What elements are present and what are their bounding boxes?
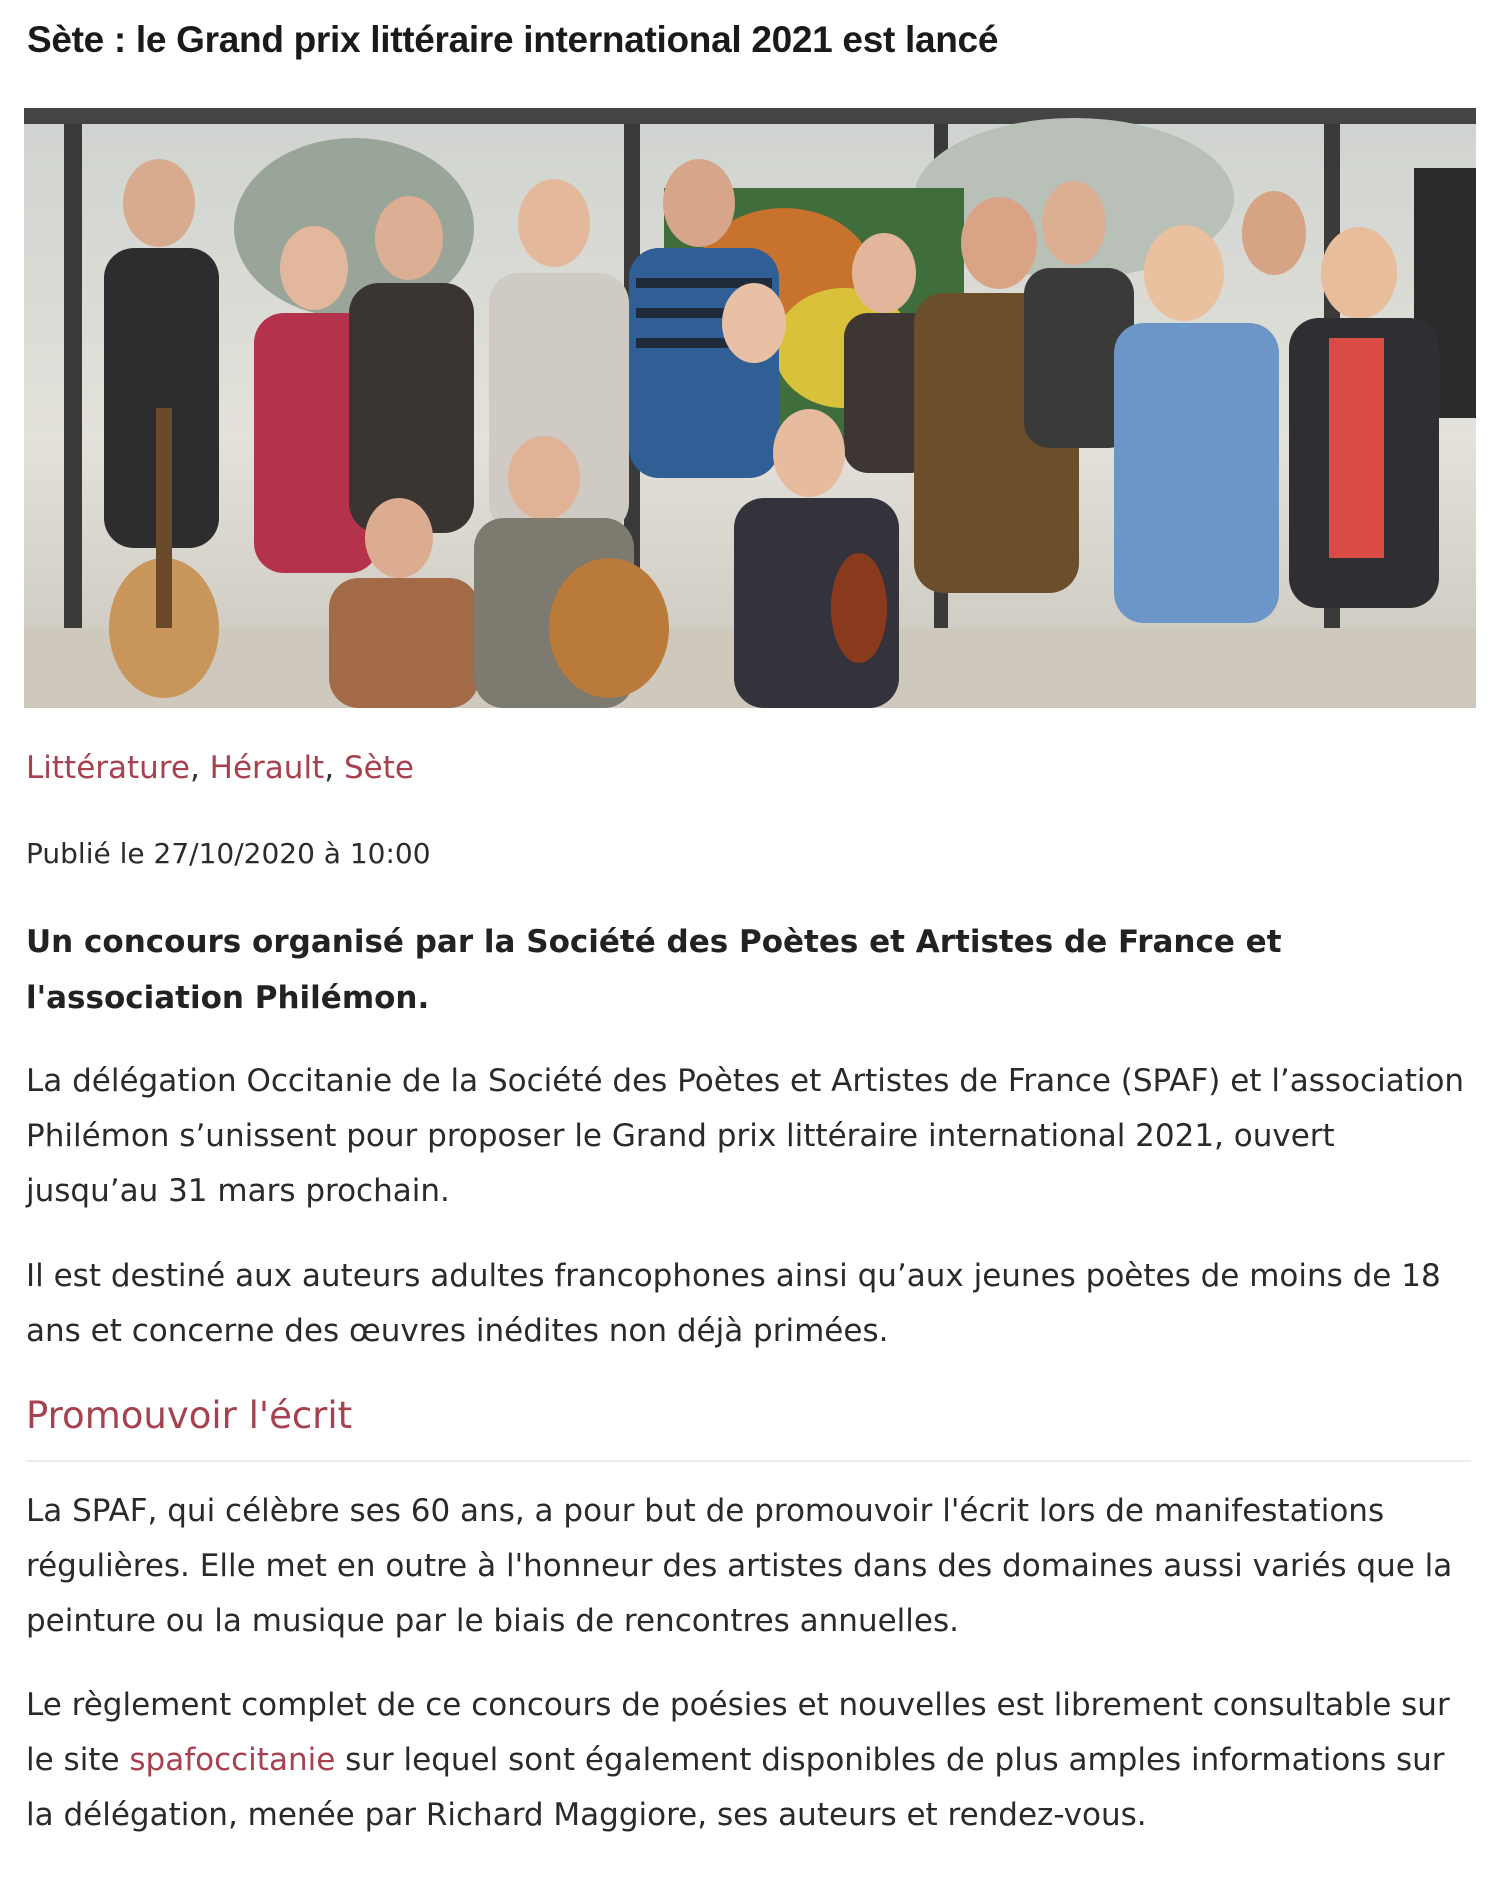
article-title: Sète : le Grand prix littéraire international 2021 est lancé [27,19,999,60]
section-divider [26,1460,1471,1462]
tag-separator: , [324,750,344,786]
article-tags [26,746,414,790]
spafoccitanie-link[interactable]: spafoccitanie [129,1742,336,1778]
tag-sete[interactable]: Sète [343,750,414,786]
group-photo [24,108,1476,708]
paragraph-text: Le règlement complet de ce concours de poésies et nouvelles est librement consultable sur le site [26,1687,1450,1778]
article-lead: Un concours organisé par la Société des Poètes et Artistes de France et l'association Philémon. [26,924,1282,1016]
tag-herault[interactable]: Hérault [209,750,325,786]
article-paragraph: La délégation Occitanie de la Société des Poètes et Artistes de France (SPAF) et l’association Philémon s’unissent pour proposer le Grand prix littéraire international 2021, ouvert jusqu’au 31 mars prochain. [26,1063,1465,1209]
article-paragraph: La SPAF, qui célèbre ses 60 ans, a pour but de promouvoir l'écrit lors de manifestations régulières. Elle met en outre à l'honneur des artistes dans des domaines aussi variés que la peinture ou la musique par le biais de rencontres annuelles. [26,1493,1453,1639]
article-paragraph [26,1678,1471,1843]
paragraph-text: sur lequel sont également disponibles de plus amples informations sur la délégation, menée par Richard Maggiore, ses auteurs et rendez-vous. [26,1742,1445,1833]
publish-date: Publié le 27/10/2020 à 10:00 [26,837,431,870]
tag-litterature[interactable]: Littérature [26,750,190,786]
section-heading: Promouvoir l'écrit [26,1394,353,1437]
tag-separator: , [189,750,210,786]
article-paragraph: Il est destiné aux auteurs adultes francophones ainsi qu’aux jeunes poètes de moins de 18 ans et concerne des œuvres inédites non déjà primées. [26,1258,1441,1349]
